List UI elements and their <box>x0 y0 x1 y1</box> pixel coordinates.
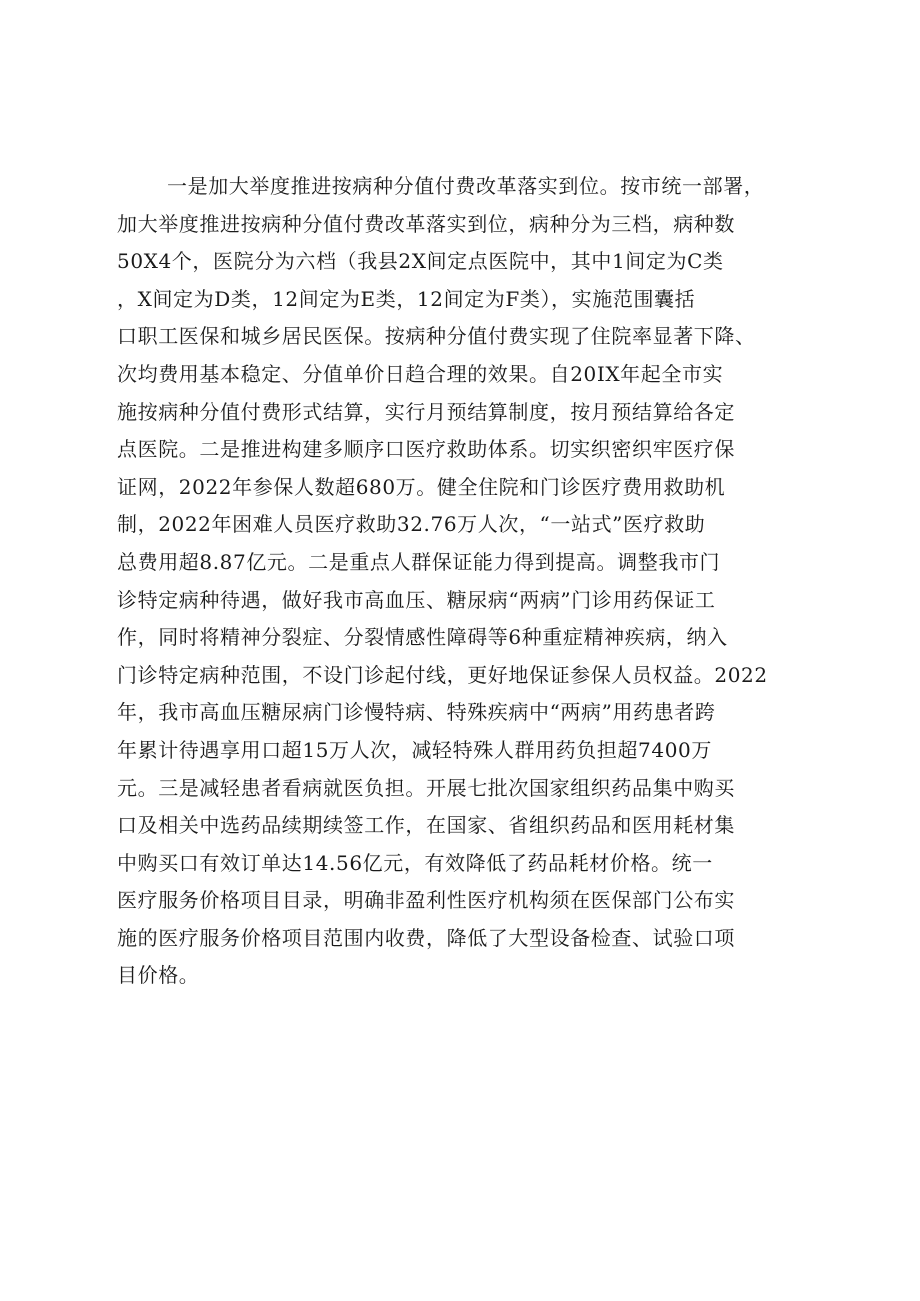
body-paragraph <box>117 168 817 995</box>
paragraph-line: 中购买口有效订单达14.56亿元，有效降低了药品耗材价格。统一 <box>117 850 713 875</box>
paragraph-line: 施按病种分值付费形式结算，实行月预结算制度，按月预结算给各定 <box>117 399 735 424</box>
paragraph-line: 年累计待遇享用口超15万人次，减轻特殊人群用药负担超7400万 <box>117 737 712 762</box>
paragraph-line: 年，我市高血压糖尿病门诊慢特病、特殊疾病中“两病”用药患者跨 <box>117 700 716 725</box>
paragraph-line: 50X4个，医院分为六档（我县2X间定点医院中，其中1间定为C类 <box>117 249 724 274</box>
paragraph-line: 总费用超8.87亿元。二是重点人群保证能力得到提高。调整我市门 <box>117 549 721 574</box>
paragraph-line: 门诊特定病种范围，不设门诊起付线，更好地保证参保人员权益。2022 <box>117 662 768 687</box>
paragraph-line: 元。三是减轻患者看病就医负担。开展七批次国家组织药品集中购买 <box>117 775 735 800</box>
paragraph-line: 点医院。二是推进构建多顺序口医疗救助体系。切实织密织牢医疗保 <box>117 437 735 462</box>
paragraph-line: 加大举度推进按病种分值付费改革落实到位，病种分为三档，病种数 <box>117 211 735 236</box>
paragraph-line: 证网，2022年参保人数超680万。健全住院和门诊医疗费用救助机 <box>117 474 726 499</box>
paragraph-line: 口及相关中选药品续期续签工作，在国家、省组织药品和医用耗材集 <box>117 813 735 838</box>
paragraph-line: ，X间定为D类，12间定为E类，12间定为F类），实施范围囊括 <box>117 286 696 311</box>
paragraph-line: 施的医疗服务价格项目范围内收费，降低了大型设备检查、试验口项 <box>117 925 735 950</box>
paragraph-line: 诊特定病种待遇，做好我市高血压、糖尿病“两病”门诊用药保证工 <box>117 587 716 612</box>
paragraph-line: 医疗服务价格项目目录，明确非盈利性医疗机构须在医保部门公布实 <box>117 888 735 913</box>
paragraph-line: 目价格。 <box>117 963 200 988</box>
paragraph-line: 口职工医保和城乡居民医保。按病种分值付费实现了住院率显著下降、 <box>117 324 756 349</box>
paragraph-line: 次均费用基本稳定、分值单价日趋合理的效果。自20IX年起全市实 <box>117 361 724 386</box>
paragraph-line: 一是加大举度推进按病种分值付费改革落实到位。按市统一部署， <box>167 174 765 198</box>
paragraph-line: 制，2022年困难人员医疗救助32.76万人次，“一站式”医疗救助 <box>117 512 706 537</box>
paragraph-line: 作，同时将精神分裂症、分裂情感性障碍等6种重症精神疾病，纳入 <box>117 625 728 650</box>
